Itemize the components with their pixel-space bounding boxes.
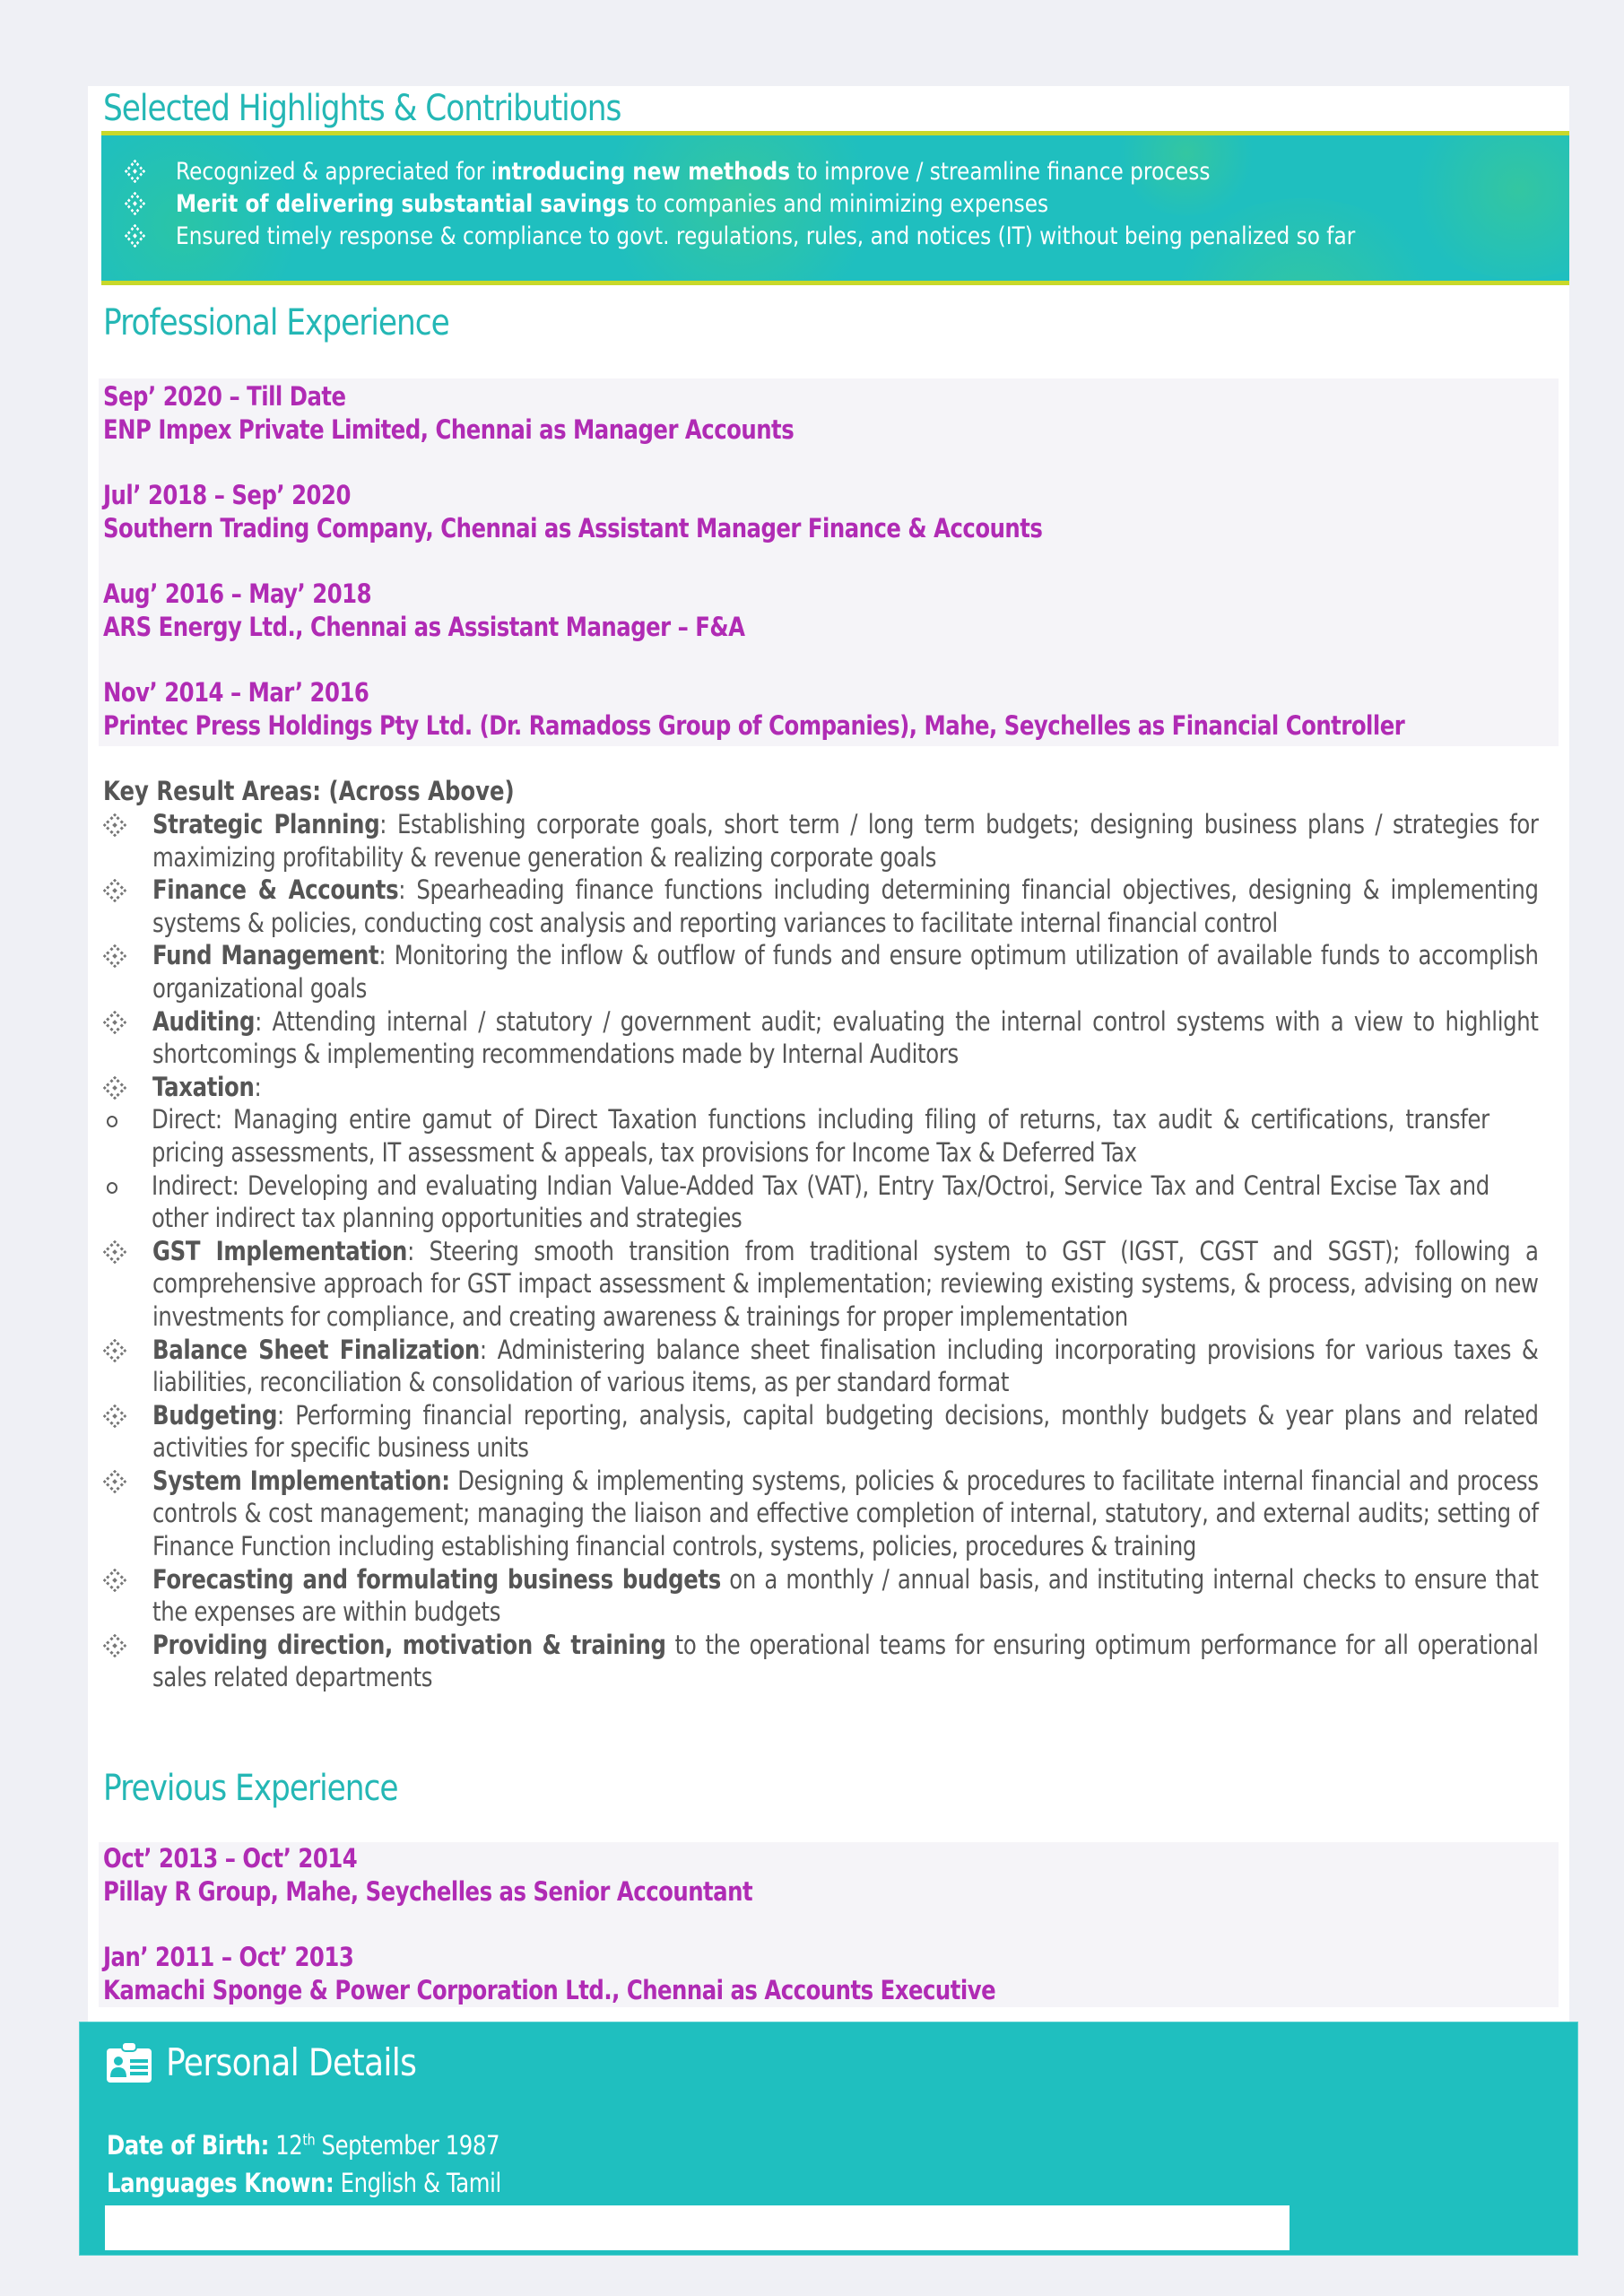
circle-bullet-icon (107, 1116, 117, 1127)
experience-entry (103, 676, 1624, 743)
personal-details-header (105, 2040, 457, 2084)
experience-period: Oct’ 2013 – Oct’ 2014 (103, 1843, 358, 1874)
diamond-bullet-icon (105, 1013, 125, 1032)
diamond-bullet-icon (105, 815, 125, 835)
experience-period: Aug’ 2016 – May’ 2018 (103, 578, 372, 609)
id-card-icon (105, 2041, 153, 2084)
diamond-bullet-icon (126, 194, 143, 213)
circle-bullet-icon (107, 1182, 117, 1194)
experience-role: ENP Impex Private Limited, Chennai as Manager Accounts (103, 414, 795, 445)
diamond-bullet-icon (126, 226, 143, 246)
diamond-bullet-icon (105, 946, 125, 966)
kra-item: Budgeting: Performing financial reporting, analysis, capital budgeting decisions, monthly budgets & year plans and related activities for specific business units (103, 1399, 1556, 1465)
diamond-bullet-icon (105, 1636, 125, 1656)
professional-experience-title: Professional Experience (103, 302, 449, 344)
experience-entry (103, 479, 1221, 545)
highlight-item (126, 220, 1355, 252)
kra-item: Providing direction, motivation & training to the operational teams for ensuring optimum performance for all operational sales related departments (103, 1629, 1556, 1694)
kra-item: Fund Management: Monitoring the inflow & outflow of funds and ensure optimum utilization of available funds to accomplish organizational goals (103, 939, 1556, 1004)
highlight-text: Recognized & appreciated for introducing new methods to improve / streamline finance process (176, 157, 1211, 186)
kra-item: System Implementation: Designing & implementing systems, policies & procedures to facilitate internal financial and process controls & cost management; managing the liaison and effective completion of internal, statutory, and external audits; setting of Finance Function including establishing financial controls, systems, policies, procedures & training (103, 1465, 1556, 1563)
taxation-sub-item: Direct: Managing entire gamut of Direct Taxation functions including filing of returns, tax audit & certifications, transfer pricing assessments, IT assessment & appeals, tax provisions for Income Tax & Deferred Tax (103, 1103, 1556, 1169)
kra-item: Strategic Planning: Establishing corporate goals, short term / long term budgets; designing business plans / strategies for maximizing profitability & revenue generation & realizing corporate goals (103, 808, 1556, 874)
diamond-bullet-icon (105, 1570, 125, 1590)
blank-white-bar (105, 2205, 1290, 2250)
taxation-sub-item: Indirect: Developing and evaluating Indian Value-Added Tax (VAT), Entry Tax/Octroi, Service Tax and Central Excise Tax and other indirect tax planning opportunities and strategies (103, 1170, 1556, 1235)
professional-experience-block (99, 378, 1559, 746)
highlight-text: Merit of delivering substantial savings to companies and minimizing expenses (176, 189, 1049, 218)
experience-role: Pillay R Group, Mahe, Seychelles as Senior Accountant (103, 1876, 753, 1907)
kra-item: Finance & Accounts: Spearheading finance functions including determining financial objectives, designing & implementing systems & policies, conducting cost analysis and reporting variances to facilitate internal financial control (103, 874, 1556, 939)
kra-item-taxation: Taxation: (103, 1071, 1556, 1104)
diamond-bullet-icon (105, 1341, 125, 1361)
diamond-bullet-icon (105, 1078, 125, 1098)
experience-entry (103, 380, 925, 447)
highlight-item (126, 155, 1355, 187)
languages-known: Languages Known: English & Tamil (107, 2168, 501, 2198)
experience-entry (103, 1941, 1166, 2007)
kra-item: Forecasting and formulating business budgets on a monthly / annual basis, and instituting internal checks to ensure that the expenses are within budgets (103, 1563, 1556, 1629)
experience-period: Jul’ 2018 – Sep’ 2020 (103, 480, 351, 510)
highlights-banner (101, 131, 1569, 285)
kra-item: Balance Sheet Finalization: Administering balance sheet finalisation including incorporating provisions for various taxes & liabilities, reconciliation & consolidation of various items, as per standard format (103, 1334, 1556, 1399)
personal-details-section (79, 2022, 1578, 2256)
diamond-bullet-icon (105, 1406, 125, 1426)
date-of-birth: Date of Birth: 12th September 1987 (107, 2130, 500, 2161)
kra-item: Auditing: Attending internal / statutory / government audit; evaluating the internal control systems with a view to highlight shortcomings & implementing recommendations made by Internal Auditors (103, 1005, 1556, 1071)
previous-experience-block (99, 1842, 1559, 2007)
experience-role: Kamachi Sponge & Power Corporation Ltd., Chennai as Accounts Executive (103, 1975, 996, 2005)
experience-period: Jan’ 2011 – Oct’ 2013 (103, 1942, 354, 1972)
experience-entry (103, 578, 867, 644)
personal-details-title: Personal Details (166, 2040, 417, 2084)
experience-period: Nov’ 2014 – Mar’ 2016 (103, 677, 369, 708)
experience-role: ARS Energy Ltd., Chennai as Assistant Manager – F&A (103, 612, 745, 642)
experience-period: Sep’ 2020 – Till Date (103, 381, 346, 412)
kra-item: GST Implementation: Steering smooth transition from traditional system to GST (IGST, CGST and SGST); following a comprehensive approach for GST impact assessment & implementation; reviewing existing systems, & process, advising on new investments for compliance, and creating awareness & trainings for proper implementation (103, 1235, 1556, 1334)
key-result-areas (103, 775, 1556, 1694)
previous-experience-title: Previous Experience (103, 1768, 398, 1809)
diamond-bullet-icon (126, 161, 143, 181)
kra-title: Key Result Areas: (Across Above) (103, 776, 515, 806)
diamond-bullet-icon (105, 1242, 125, 1262)
experience-entry (103, 1842, 876, 1909)
highlights-title: Selected Highlights & Contributions (103, 88, 621, 129)
experience-role: Printec Press Holdings Pty Ltd. (Dr. Ramadoss Group of Companies), Mahe, Seychelles as Financial Controller (103, 710, 1405, 741)
experience-role: Southern Trading Company, Chennai as Assistant Manager Finance & Accounts (103, 513, 1043, 544)
diamond-bullet-icon (105, 881, 125, 900)
highlights-list (126, 155, 1555, 252)
diamond-bullet-icon (105, 1472, 125, 1492)
highlight-item (126, 187, 1355, 220)
highlight-text: Ensured timely response & compliance to govt. regulations, rules, and notices (IT) without being penalized so far (176, 222, 1356, 250)
